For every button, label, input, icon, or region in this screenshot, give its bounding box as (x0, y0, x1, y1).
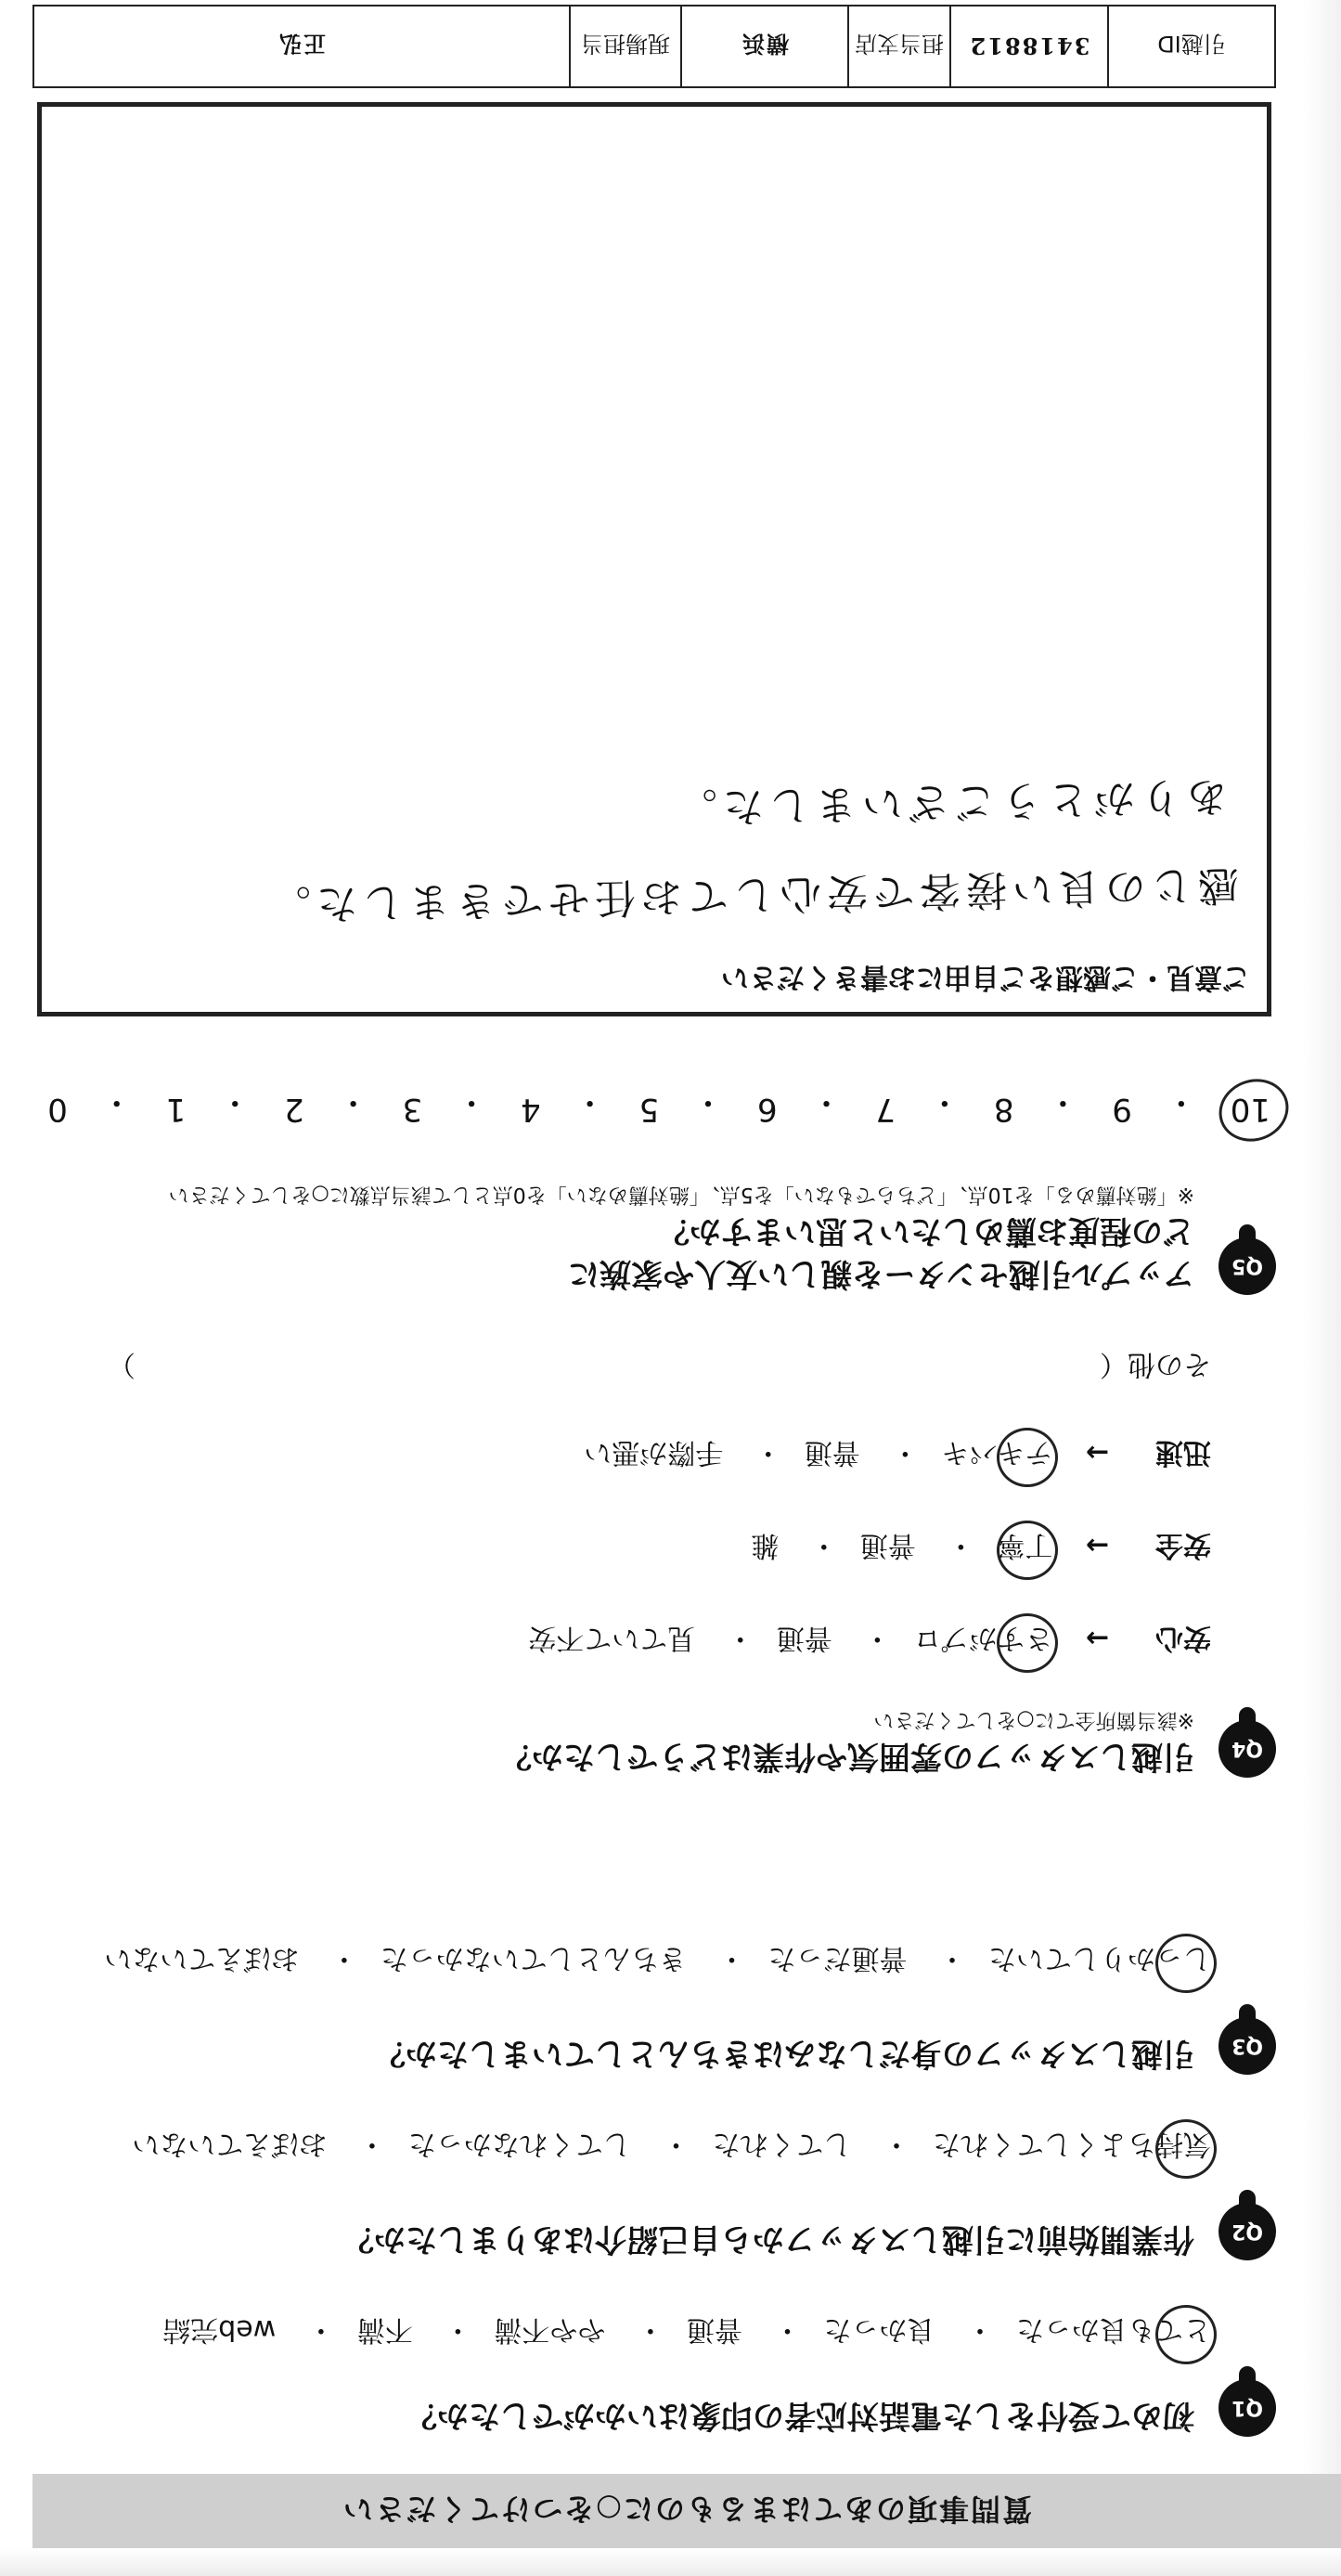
q4-row-3-option-2[interactable]: 普通 (804, 1436, 860, 1469)
q4-row-3-category: 迅速 (1155, 1436, 1211, 1469)
question-q3 (374, 2017, 1276, 2075)
score-10[interactable]: 10 (1225, 1082, 1276, 1128)
branch-value: 横浜 (680, 6, 847, 86)
q2-option-3[interactable]: してくれなかった (407, 2128, 631, 2160)
q4-row-2-category: 安全 (1155, 1529, 1211, 1561)
q4-row-1-option-3[interactable]: 見ていて不安 (528, 1622, 696, 1654)
q4-row-2: 安全→ 丁寧・ 普通・ 雑 (729, 1528, 1211, 1569)
question-q2 (342, 2203, 1276, 2260)
q1-answers: とても良かった・ 良かった・ 普通・ やや不満・ 不満・ web完結 (140, 2312, 1211, 2353)
q4-row-1-option-1[interactable]: さすがプロ (913, 1621, 1052, 1662)
q4-row-3: 迅速→ テキパキ・ 普通・ 手際が悪い (561, 1435, 1211, 1476)
question-q1 (406, 2379, 1276, 2437)
header-info-table (32, 5, 1276, 88)
score-2[interactable]: 2 (284, 1091, 304, 1128)
q4-other-row (51, 1347, 1211, 1388)
score-5[interactable]: 5 (638, 1091, 660, 1128)
q4-row-2-option-3[interactable]: 雑 (751, 1529, 780, 1561)
q3-option-3[interactable]: きちんとしていなかった (380, 1942, 687, 1974)
moving-id-label: 引越ID (1107, 6, 1274, 86)
q3-badge: Q3 (1219, 2017, 1276, 2075)
q5-badge: Q5 (1219, 1237, 1276, 1295)
q1-option-6[interactable]: web完結 (162, 2313, 277, 2346)
q1-option-5[interactable]: 不満 (356, 2313, 413, 2346)
instruction-banner-text: 質問事項のあてはまるものに○をつけてください (342, 2492, 1032, 2527)
q4-other-label: その他（ (1100, 1348, 1211, 1380)
instruction-banner (32, 2474, 1341, 2548)
q3-text: 引越しスタッフの身だしなみはきちんとしていましたか？ (374, 2035, 1194, 2072)
q3-option-4[interactable]: おぼえていない (104, 1942, 300, 1974)
q1-option-4[interactable]: やや不満 (494, 2313, 606, 2346)
q5-note: ※「絶対薦める」を10点、「どちらでもない」を5点、「絶対薦めない」を0点として該当点数に○をしてください (168, 1183, 1194, 1206)
q2-answers: 気持ちよくしてくれた・ してくれた・ してくれなかった・ おぼえていない (110, 2127, 1211, 2168)
question-q5 (169, 1178, 1276, 1295)
q2-badge: Q2 (1219, 2203, 1276, 2260)
q3-answers: しっかりしていた・ 普通だった・ きちんとしていなかった・ おぼえていない (82, 1941, 1211, 1982)
q1-badge: Q1 (1219, 2379, 1276, 2437)
q2-option-4[interactable]: おぼえていない (132, 2128, 328, 2160)
q4-other-close: ） (107, 1348, 135, 1380)
q4-note: ※該当箇所全てに○をしてください (873, 1708, 1194, 1731)
branch-label: 担当支店 (847, 6, 949, 86)
q2-option-1[interactable]: 気持ちよくしてくれた (933, 2127, 1211, 2168)
q1-text: 初めて受付をした電話対応者の印象はいかがでしたか？ (406, 2397, 1194, 2434)
q4-row-2-option-1[interactable]: 丁寧 (997, 1528, 1052, 1569)
score-0[interactable]: 0 (47, 1091, 68, 1128)
q1-option-3[interactable]: 普通 (686, 2313, 742, 2346)
q4-text: 引越しスタッフの雰囲気や作業はどうでしたか？ (500, 1738, 1194, 1775)
score-9[interactable]: 9 (1112, 1091, 1132, 1128)
q5-text-line-1: アップル引越センターを親しい友人や家族に (568, 1255, 1194, 1292)
staff-label: 現場担当 (569, 6, 680, 86)
q5-score-scale: 10 ・ 9 ・ 8 ・ 7 ・ 6 ・ 5 ・ 4 ・ 3 ・ 2 ・ 1 ・ 0 (42, 1082, 1276, 1128)
q2-option-2[interactable]: してくれた (712, 2128, 852, 2160)
score-3[interactable]: 3 (402, 1091, 423, 1128)
moving-id-value: 3418812 (949, 6, 1107, 86)
score-4[interactable]: 4 (521, 1091, 541, 1128)
q4-row-1: 安心→ さすがプロ・ 普通・ 見ていて不安 (506, 1621, 1211, 1662)
q1-option-1[interactable]: とても良かった (1016, 2312, 1211, 2353)
handwritten-comment-line-1: 感じの良い接客で安心してお任せできました。 (264, 861, 1240, 928)
q3-option-1[interactable]: しっかりしていた (988, 1941, 1211, 1982)
question-q4 (500, 1703, 1276, 1778)
q4-badge: Q4 (1219, 1720, 1276, 1778)
q4-row-3-option-1[interactable]: テキパキ (941, 1435, 1052, 1476)
q4-row-2-option-2[interactable]: 普通 (859, 1529, 916, 1561)
q4-row-1-category: 安心 (1155, 1622, 1211, 1654)
comment-title: ご意見・ご感想をご自由にお書きください (721, 961, 1250, 993)
comment-box[interactable] (37, 102, 1271, 1016)
q4-row-1-option-2[interactable]: 普通 (776, 1622, 832, 1654)
handwritten-comment-line-2: ありがとうございました。 (670, 771, 1229, 832)
score-1[interactable]: 1 (165, 1091, 187, 1128)
q2-text: 作業開始前に引越しスタッフから自己紹介はありましたか？ (342, 2220, 1194, 2258)
q3-option-2[interactable]: 普通だった (767, 1942, 908, 1974)
score-6[interactable]: 6 (756, 1091, 778, 1128)
q5-text-line-2: どの程度お薦めしたいと思いますか？ (658, 1212, 1194, 1249)
q4-row-3-option-3[interactable]: 手際が悪い (584, 1436, 724, 1469)
score-7[interactable]: 7 (875, 1091, 896, 1128)
staff-value: 正弘 (277, 31, 326, 58)
score-8[interactable]: 8 (993, 1091, 1014, 1128)
q1-option-2[interactable]: 良かった (823, 2313, 935, 2346)
